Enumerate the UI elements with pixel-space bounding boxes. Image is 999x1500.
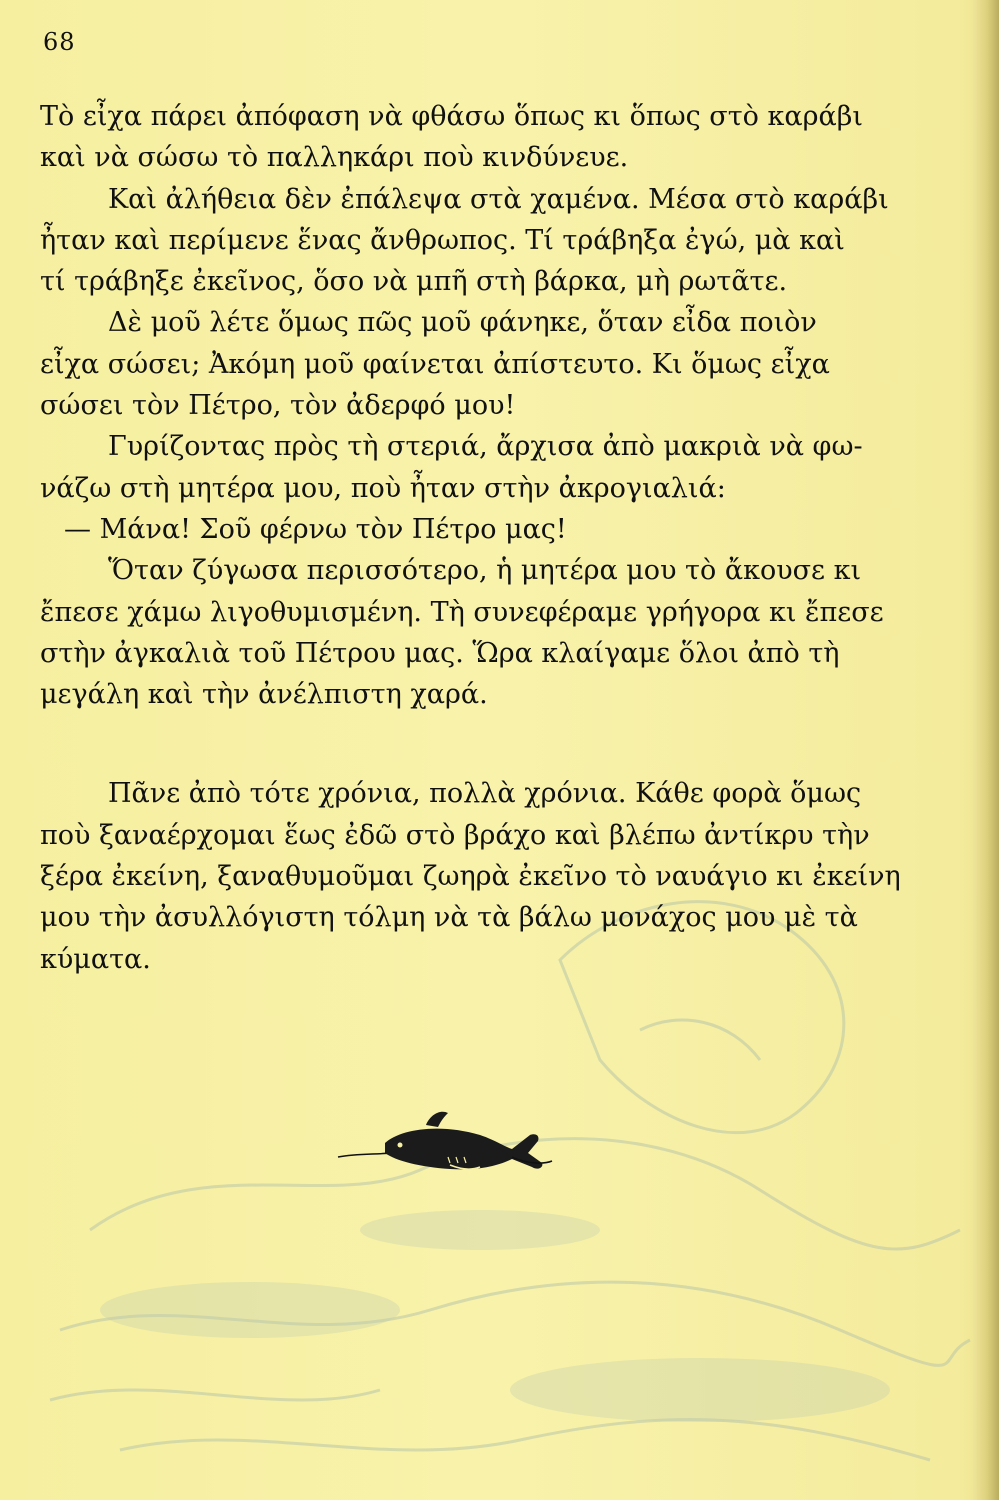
text-line: σώσει τὸν Πέτρο, τὸν ἀδερφό μου! — [40, 390, 516, 422]
text-line: εἶχα σώσει; Ἀκόμη μοῦ φαίνεται ἀπίστευτο. Κι ὅμως εἶχα — [40, 348, 830, 380]
text-line: Καὶ ἀλήθεια δὲν ἐπάλεψα στὰ χαμένα. Μέσα στὸ καράβι — [108, 183, 889, 215]
text-line: μεγάλη καὶ τὴν ἀνέλπιστη χαρά. — [40, 679, 488, 711]
text-line: ἔπεσε χάμω λιγοθυμισμένη. Τὴ συνεφέραμε γρήγορα κι ἔπεσε — [40, 596, 884, 628]
text-line: ξέρα ἐκείνη, ξαναθυμοῦμαι ζωηρὰ ἐκεῖνο τὸ ναυάγιο κι ἐκείνη — [40, 861, 901, 893]
text-line: νάζω στὴ μητέρα μου, ποὺ ἦταν στὴν ἀκρογιαλιά: — [40, 472, 726, 504]
text-line: Γυρίζοντας πρὸς τὴ στεριά, ἄρχισα ἀπὸ μακριὰ νὰ φω- — [108, 431, 863, 463]
text-line: καὶ νὰ σώσω τὸ παλληκάρι ποὺ κινδύνευε. — [40, 142, 629, 174]
page-number: 68 — [43, 28, 76, 56]
text-line: ποὺ ξαναέρχομαι ἕως ἐδῶ στὸ βράχο καὶ βλέπω ἀντίκρυ τὴν — [40, 819, 870, 851]
text-line: κύματα. — [40, 943, 151, 975]
text-line: Πᾶνε ἀπὸ τότε χρόνια, πολλὰ χρόνια. Κάθε φορὰ ὅμως — [108, 778, 862, 810]
text-line: τί τράβηξε ἐκεῖνος, ὅσο νὰ μπῆ στὴ βάρκα, μὴ ρωτᾶτε. — [40, 266, 788, 298]
text-line: Ὅταν ζύγωσα περισσότερο, ἡ μητέρα μου τὸ ἄκουσε κι — [108, 555, 862, 587]
text-line: Τὸ εἶχα πάρει ἀπόφαση νὰ φθάσω ὅπως κι ὅπως στὸ καράβι — [40, 101, 863, 132]
text-line: ἦταν καὶ περίμενε ἕνας ἄνθρωπος. Τί τράβηξα ἐγώ, μὰ καὶ — [40, 224, 845, 256]
text-line: στὴν ἀγκαλιὰ τοῦ Πέτρου μας. Ὥρα κλαίγαμε ὅλοι ἀπὸ τὴ — [40, 637, 840, 669]
text-line: Δὲ μοῦ λέτε ὅμως πῶς μοῦ φάνηκε, ὅταν εἶδα ποιὸν — [108, 307, 817, 339]
dialogue-line: — Μάνα! Σοῦ φέρνω τὸν Πέτρο μας! — [64, 513, 567, 545]
paragraph-gap — [40, 715, 910, 773]
text-line: μου τὴν ἀσυλλόγιστη τόλμη νὰ τὰ βάλω μονάχος μου μὲ τὰ — [40, 902, 858, 934]
story-text — [40, 96, 910, 980]
book-spine-edge — [973, 0, 999, 1500]
fish-icon — [330, 1105, 560, 1180]
